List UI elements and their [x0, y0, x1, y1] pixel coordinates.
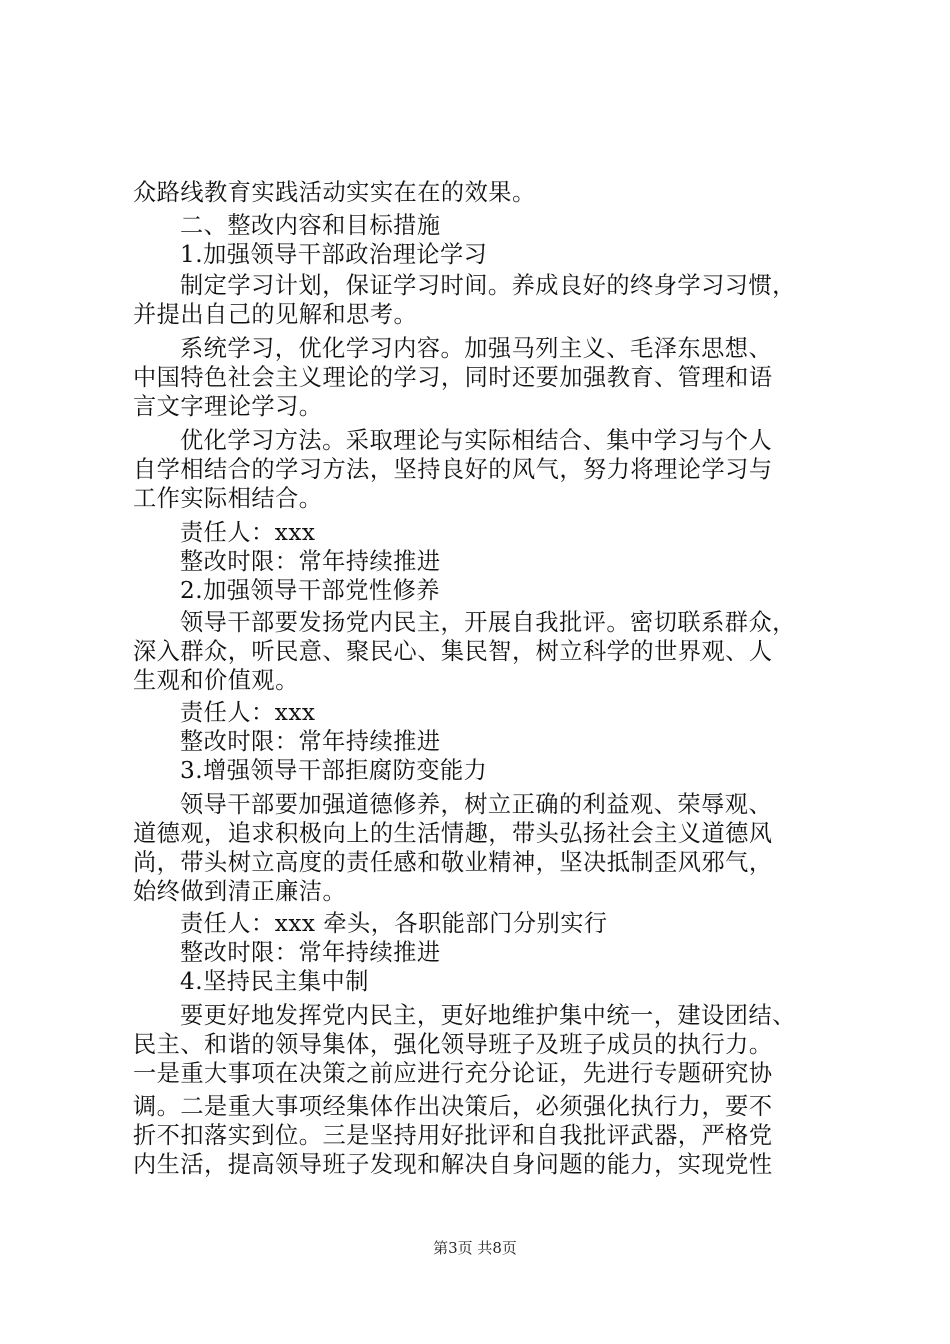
text-line: 并提出自己的见解和思考。: [133, 301, 418, 328]
text-line: 自学相结合的学习方法，坚持良好的风气，努力将理论学习与: [133, 456, 773, 483]
text-line: 道德观，追求积极向上的生活情趣，带头弘扬社会主义道德风: [133, 820, 773, 847]
text-line: 一是重大事项在决策之前应进行充分论证，先进行专题研究协: [133, 1060, 773, 1087]
text-line: 优化学习方法。采取理论与实际相结合、集中学习与个人: [180, 427, 773, 454]
text-line: 制定学习计划，保证学习时间。养成良好的终身学习习惯，: [180, 272, 796, 299]
text-line: 言文字理论学习。: [133, 393, 323, 420]
subsection-heading: 2.加强领导干部党性修养: [180, 577, 440, 604]
deadline: 整改时限：常年持续推进: [180, 939, 441, 966]
text-line: 调。二是重大事项经集体作出决策后，必须强化执行力，要不: [133, 1093, 773, 1120]
text-line: 内生活，提高领导班子发现和解决自身问题的能力，实现党性: [133, 1151, 773, 1178]
text-line: 领导干部要发扬党内民主，开展自我批评。密切联系群众，: [180, 609, 796, 636]
text-line: 尚，带头树立高度的责任感和敬业精神，坚决抵制歪风邪气，: [133, 849, 773, 876]
section-heading: 二、整改内容和目标措施: [180, 212, 441, 239]
subsection-heading: 3.增强领导干部拒腐防变能力: [180, 757, 488, 784]
text-line: 中国特色社会主义理论的学习，同时还要加强教育、管理和语: [133, 364, 773, 391]
page-footer: 第3页 共8页: [433, 1239, 517, 1257]
responsible-person: 责任人：xxx 牵头，各职能部门分别实行: [180, 910, 608, 937]
text-line: 工作实际相结合。: [133, 485, 323, 512]
text-line: 深入群众，听民意、聚民心、集民智，树立科学的世界观、人: [133, 638, 773, 665]
text-line: 始终做到清正廉洁。: [133, 878, 347, 905]
text-line: 民主、和谐的领导集体，强化领导班子及班子成员的执行力。: [133, 1031, 773, 1058]
deadline: 整改时限：常年持续推进: [180, 548, 441, 575]
responsible-person: 责任人：xxx: [180, 699, 316, 726]
subsection-heading: 4.坚持民主集中制: [180, 968, 369, 995]
deadline: 整改时限：常年持续推进: [180, 728, 441, 755]
subsection-heading: 1.加强领导干部政治理论学习: [180, 241, 488, 268]
text-line: 系统学习，优化学习内容。加强马列主义、毛泽东思想、: [180, 335, 773, 362]
text-line: 要更好地发挥党内民主，更好地维护集中统一，建设团结、: [180, 1002, 796, 1029]
text-line: 领导干部要加强道德修养，树立正确的利益观、荣辱观、: [180, 791, 773, 818]
text-line: 生观和价值观。: [133, 667, 299, 694]
text-line: 折不扣落实到位。三是坚持用好批评和自我批评武器，严格党: [133, 1122, 773, 1149]
responsible-person: 责任人：xxx: [180, 519, 316, 546]
text-line: 众路线教育实践活动实实在在的效果。: [133, 179, 536, 206]
